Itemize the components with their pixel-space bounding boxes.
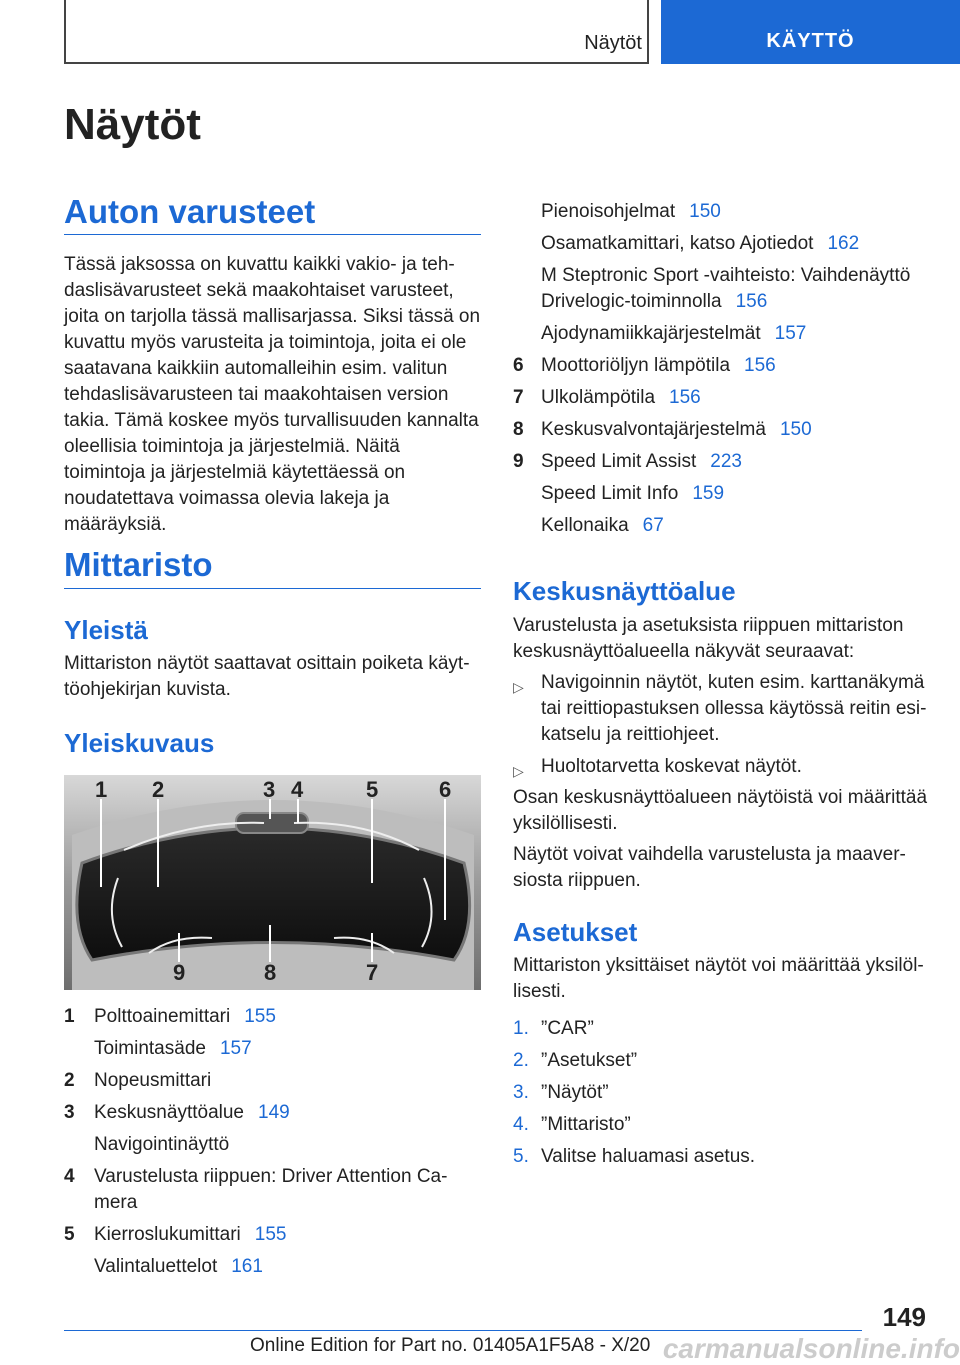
- page-reference-link[interactable]: 223: [710, 451, 742, 472]
- legend-item: 5 Kierroslukumittari 155: [64, 1224, 287, 1245]
- steps-list: [513, 1016, 928, 1176]
- legend-item: Toimintasäde 157: [94, 1038, 252, 1059]
- page-title: Näytöt: [64, 100, 201, 149]
- yleista-paragraph: Mittariston näytöt saattavat osittain poiketa käyttöohjekirjan kuvista.: [64, 653, 470, 700]
- keskusnaytto-paragraph-3: Näytöt voivat vaihdella varustelusta ja maaversiosta riippuen.: [513, 844, 906, 891]
- asetukset-paragraph: Mittariston yksittäiset näytöt voi määrittää yksilöllisesti.: [513, 955, 924, 1002]
- bullet-list: [513, 670, 928, 786]
- keskusnaytto-paragraph: Varustelusta ja asetuksista riippuen mittariston keskusnäyttöalueella näkyvät seuraavat:: [513, 615, 904, 662]
- legend-item: 7 Ulkolämpötila 156: [513, 387, 701, 408]
- header-chapter-tab[interactable]: KÄYTTÖ: [661, 0, 960, 64]
- keskusnaytto-paragraph-2: Osan keskusnäyttöalueen näytöistä voi määrittää yksilöllisesti.: [513, 787, 928, 834]
- heading-asetukset: Asetukset: [513, 917, 638, 947]
- figure-label: 7: [366, 960, 379, 985]
- step-item: 1. ”CAR”: [513, 1018, 594, 1039]
- page-reference-link[interactable]: 67: [642, 515, 664, 536]
- legend-item: Kellonaika 67: [541, 515, 664, 536]
- page-reference-link[interactable]: 150: [689, 201, 721, 222]
- page-number: 149: [882, 1302, 926, 1332]
- legend-item: Osamatkamittari, katso Ajotiedot 162: [541, 233, 860, 254]
- heading-mittaristo: Mittaristo: [64, 546, 213, 583]
- legend-item: Navigointinäyttö: [94, 1134, 230, 1155]
- legend-item: 3 Keskusnäyttöalue 149: [64, 1102, 290, 1123]
- figure-label: 2: [152, 777, 165, 802]
- legend-item: Ajodynamiikkajärjestelmät 157: [541, 323, 807, 344]
- page-reference-link[interactable]: 155: [254, 1224, 287, 1245]
- step-item: 5. Valitse haluamasi asetus.: [513, 1146, 756, 1167]
- header-frame: [64, 0, 649, 64]
- heading-rule: [64, 234, 481, 235]
- figure-label: 6: [439, 777, 452, 802]
- instrument-cluster-figure: [64, 775, 481, 990]
- bullet-item: ▷ Huoltotarvetta koskevat näytöt.: [513, 754, 928, 780]
- legend-item: Speed Limit Info 159: [541, 483, 725, 504]
- legend-item: 1 Polttoainemittari 155: [64, 1006, 276, 1027]
- legend-list-right: [513, 199, 933, 545]
- page-reference-link[interactable]: 162: [827, 233, 860, 254]
- triangle-bullet-icon: ▷: [513, 679, 524, 695]
- step-item: 3. ”Näytöt”: [513, 1082, 609, 1103]
- page-reference-link[interactable]: 156: [669, 387, 701, 408]
- figure-label: 9: [173, 960, 186, 985]
- figure-label: 8: [264, 960, 277, 985]
- heading-rule: [64, 588, 481, 589]
- page-reference-link[interactable]: 157: [219, 1038, 252, 1059]
- legend-item: Pienoisohjelmat 150: [541, 201, 721, 222]
- legend-item: 4 Varustelusta riippuen: Driver Attention Camera: [64, 1166, 448, 1213]
- footer-rule: [64, 1330, 862, 1331]
- intro-paragraph: Tässä jaksossa on kuvattu kaikki vakio- ja tehdaslisävarusteet sekä maakohtaiset varusteet, joita on tarjolla tässä mallisarjassa. Siksi tässä on kuvattu myös varusteita ja toimintoja, joita ei ole saatavana kaikkiin automalleihin esim. valitun tehdaslisävarusteen tai maakohtaisen version takia. Tämä koskee myös turvallisuuden kannalta oleellisia toimintoja ja järjestelmiä. Näitä toimintoja ja järjestelmiä käytettäessä on noudatettava voimassa olevia lakeja ja määräyksiä.: [64, 254, 481, 535]
- legend-item: 6 Moottoriöljyn lämpötila 156: [513, 355, 776, 376]
- footer-edition-text: Online Edition for Part no. 01405A1F5A8 - X/20: [250, 1335, 651, 1356]
- bullet-item: ▷ Navigoinnin näytöt, kuten esim. karttanäkymä tai reittiopastuksen ollessa käytössä reitin esikatselu ja reittiohjeet.: [513, 672, 927, 745]
- watermark: carmanualsonline.info: [662, 1333, 960, 1364]
- header-section-title: Näytöt: [584, 32, 642, 54]
- heading-auton-varusteet: Auton varusteet: [64, 193, 316, 230]
- figure-label: 3: [263, 777, 276, 802]
- page-reference-link[interactable]: 159: [692, 483, 725, 504]
- legend-item: Valintaluettelot 161: [94, 1256, 263, 1277]
- page-reference-link[interactable]: 161: [231, 1256, 263, 1277]
- figure-label: 5: [366, 777, 379, 802]
- heading-keskusnayttoalue: Keskusnäyttöalue: [513, 576, 736, 606]
- legend-item: 2 Nopeusmittari: [64, 1070, 212, 1091]
- page-reference-link[interactable]: 157: [774, 323, 807, 344]
- figure-label: 4: [291, 777, 304, 802]
- page-reference-link[interactable]: 155: [244, 1006, 276, 1027]
- heading-yleiskuvaus: Yleiskuvaus: [64, 728, 215, 758]
- page-reference-link[interactable]: 150: [779, 419, 812, 440]
- figure-label: 1: [95, 777, 108, 802]
- legend-item: 8 Keskusvalvontajärjestelmä 150: [513, 419, 812, 440]
- step-item: 4. ”Mittaristo”: [513, 1114, 631, 1135]
- legend-list-left: [64, 1004, 482, 1286]
- heading-yleista: Yleistä: [64, 615, 148, 645]
- page-reference-link[interactable]: 149: [258, 1102, 290, 1123]
- triangle-bullet-icon: ▷: [513, 763, 524, 779]
- step-item: 2. ”Asetukset”: [513, 1050, 638, 1071]
- page-reference-link[interactable]: 156: [735, 291, 768, 312]
- legend-item: M Steptronic Sport -vaihteisto: Vaihdenäyttö Drivelogic-toiminnolla 156: [541, 265, 911, 312]
- legend-item: 9 Speed Limit Assist 223: [513, 451, 742, 472]
- page-reference-link[interactable]: 156: [744, 355, 776, 376]
